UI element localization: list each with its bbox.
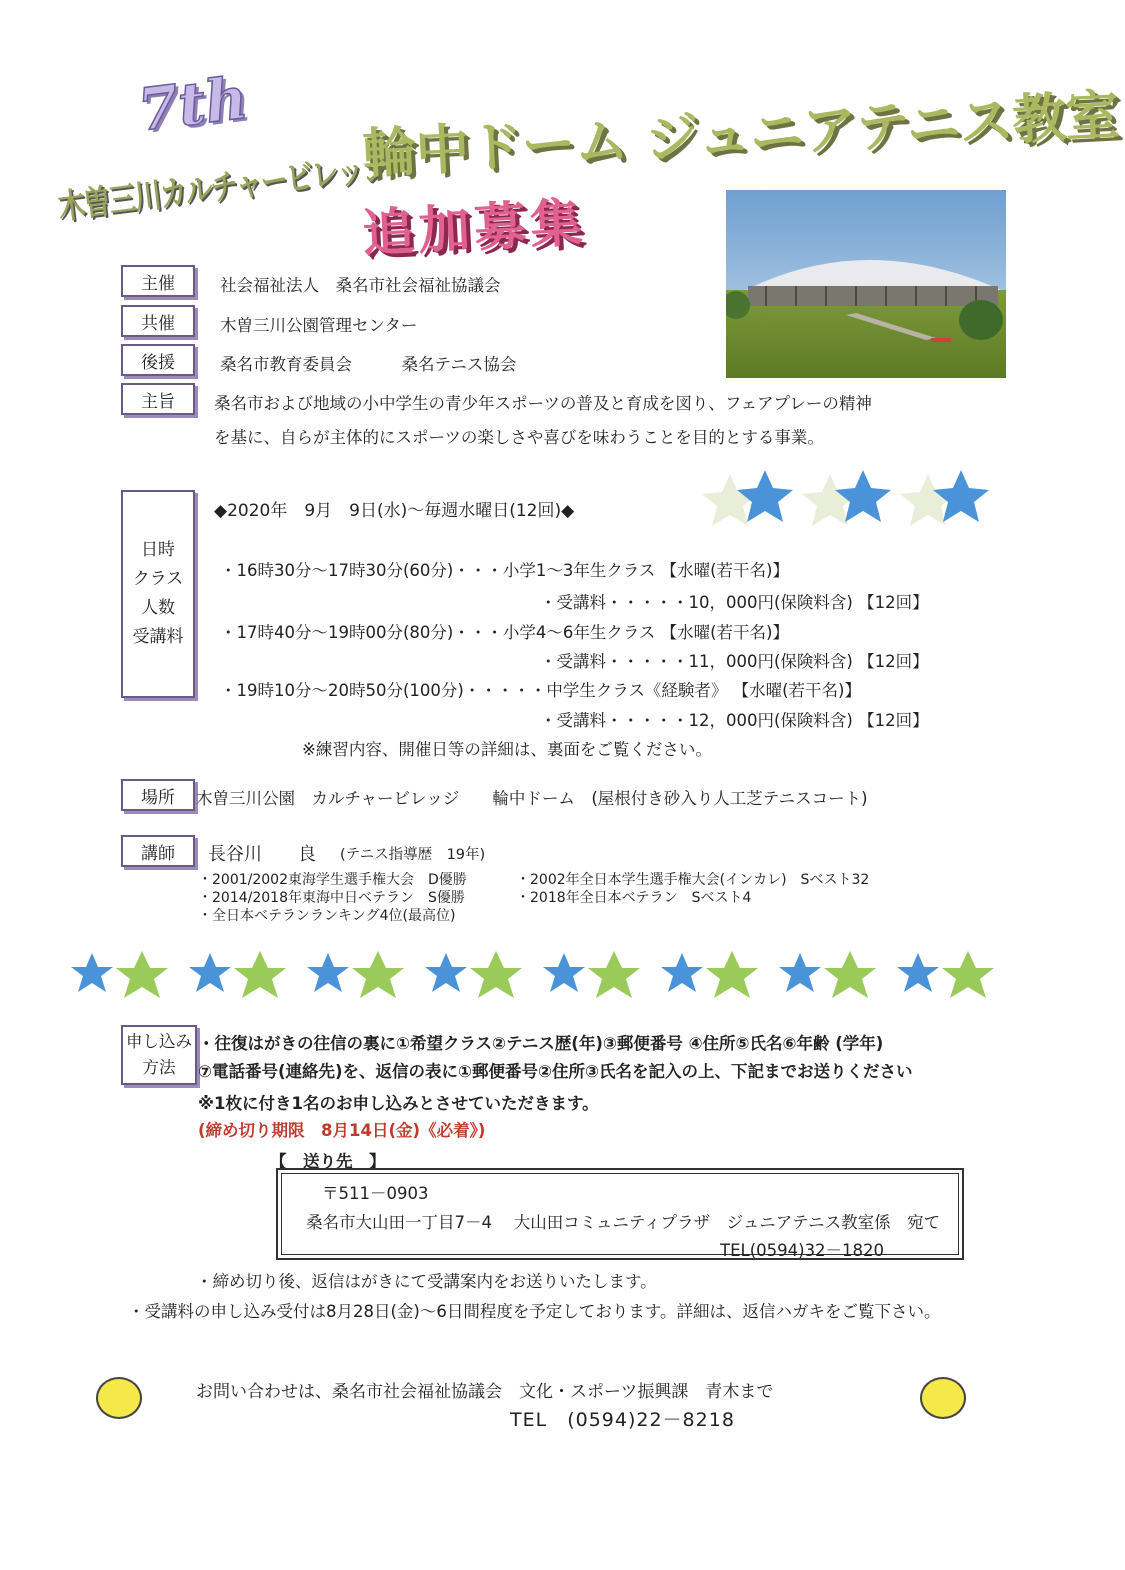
star-blue	[661, 953, 703, 992]
purpose-line-2: を基に、自らが主体的にスポーツの楽しさや喜びを味わうことを目的とする事業。	[214, 428, 824, 447]
page-title: 輪中ドーム ジュニアテニス教室	[361, 83, 1120, 186]
label-apply	[121, 1025, 197, 1085]
coach-years: (テニス指導歴 19年)	[340, 847, 486, 863]
cohost-value: 木曽三川公園管理センター	[220, 316, 418, 335]
star-pair	[307, 951, 404, 998]
address-postal: 〒511－0903	[322, 1184, 429, 1203]
class-1: ・16時30分～17時30分(60分)・・・小学1～3年生クラス 【水曜(若干名)】	[220, 561, 789, 580]
star-green	[942, 951, 994, 998]
star-pair	[543, 951, 640, 998]
label-schedule-class: クラス	[132, 569, 184, 589]
title-7th: 7th	[134, 63, 252, 145]
star-green	[234, 951, 286, 998]
star-blue	[737, 470, 793, 522]
apply-deadline: (締め切り期限 8月14日(金)《必着》)	[198, 1121, 486, 1140]
support-value: 桑名市教育委員会 桑名テニス協会	[220, 355, 517, 374]
coach-career-1: ・2001/2002東海学生選手権大会 D優勝	[198, 872, 467, 888]
title-village: 木曽三川カルチャービレッジ	[55, 147, 391, 228]
star-pair	[661, 951, 758, 998]
star-green	[588, 951, 640, 998]
label-schedule	[121, 490, 195, 698]
label-schedule-fee: 受講料	[132, 627, 184, 647]
coach-career-2: ・2002年全日本学生選手権大会(インカレ) Sベスト32	[516, 872, 870, 888]
fee-2: ・受講料・・・・・11，000円(保険料含) 【12回】	[540, 652, 929, 671]
send-to-label: 【 送り先 】	[270, 1152, 386, 1171]
address-tel: TEL(0594)32－1820	[720, 1241, 885, 1260]
schedule-date: ◆2020年 9月 9日(水)～毎週水曜日(12回)◆	[214, 501, 575, 521]
star-blue	[71, 953, 113, 992]
star-pair	[779, 951, 876, 998]
star-blue	[307, 953, 349, 992]
yellow-dot-left	[96, 1377, 142, 1419]
coach-career-3: ・2014/2018年東海中日ベテラン S優勝	[198, 890, 465, 906]
star-pair	[425, 951, 522, 998]
label-apply-line-1: 申し込み	[126, 1032, 192, 1051]
address-line: 桑名市大山田一丁目7－4 大山田コミュニティプラザ ジュニアテニス教室係 宛て	[306, 1213, 941, 1232]
label-schedule-date: 日時	[141, 540, 175, 560]
apply-line-3: ※1枚に付き1名のお申し込みとさせていただきます。	[198, 1094, 599, 1113]
fee-1: ・受講料・・・・・10，000円(保険料含) 【12回】	[540, 593, 929, 612]
coach-career-4: ・2018年全日本ベテラン Sベスト4	[516, 890, 752, 906]
class-3: ・19時10分～20時50分(100分)・・・・・中学生クラス《経験者》 【水曜(若干名)】	[220, 681, 861, 700]
label-coach: 講師	[121, 835, 195, 867]
purpose-line-1: 桑名市および地域の小中学生の青少年スポーツの普及と育成を図り、フェアプレーの精神	[214, 394, 872, 413]
label-place: 場所	[121, 779, 195, 811]
star-green	[352, 951, 404, 998]
star-blue	[425, 953, 467, 992]
star-pair	[897, 951, 994, 998]
star-row-divider	[70, 948, 1010, 1008]
schedule-note: ※練習内容、開催日等の詳細は、裏面をご覧ください。	[302, 740, 712, 759]
fee-3: ・受講料・・・・・12，000円(保険料含) 【12回】	[540, 711, 929, 730]
label-apply-line-2: 方法	[142, 1058, 176, 1077]
label-purpose: 主旨	[121, 383, 195, 415]
apply-line-1: ・往復はがきの往信の裏に①希望クラス②テニス歴(年)③郵便番号 ④住所⑤氏名⑥年齢 (学年)	[198, 1034, 884, 1053]
contact-line: お問い合わせは、桑名市社会福祉協議会 文化・スポーツ振興課 青木まで	[196, 1382, 774, 1402]
class-2: ・17時40分～19時00分(80分)・・・小学4～6年生クラス 【水曜(若干名)】	[220, 623, 789, 642]
apply-line-2: ⑦電話番号(連絡先)を、返信の表に①郵便番号②住所③氏名を記入の上、下記までお送りください	[198, 1062, 913, 1081]
star-blue	[779, 953, 821, 992]
contact-tel: TEL (0594)22－8218	[510, 1409, 735, 1431]
yellow-dot-right	[920, 1377, 966, 1419]
label-schedule-number: 人数	[141, 598, 175, 618]
label-cohost: 共催	[121, 305, 195, 337]
coach-name: 長谷川 良	[208, 844, 316, 865]
star-green	[116, 951, 168, 998]
organizer-value: 社会福祉法人 桑名市社会福祉協議会	[220, 276, 501, 295]
star-pair	[71, 951, 168, 998]
star-green	[824, 951, 876, 998]
dome-photo-image	[726, 190, 1006, 378]
star-decoration-top	[700, 466, 1000, 536]
apply-after-2: ・受講料の申し込み受付は8月28日(金)～6日間程度を予定しております。詳細は、返信ハガキをご覧下さい。	[128, 1302, 941, 1321]
star-green	[706, 951, 758, 998]
title-additional-recruit: 追加募集	[360, 193, 588, 265]
label-organizer: 主催	[121, 265, 195, 297]
star-pair	[189, 951, 286, 998]
label-support: 後援	[121, 344, 195, 376]
star-blue	[543, 953, 585, 992]
star-blue	[189, 953, 231, 992]
dome-photo	[726, 190, 1006, 378]
place-value: 木曽三川公園 カルチャービレッジ 輪中ドーム (屋根付き砂入り人工芝テニスコート)	[196, 789, 868, 808]
star-blue	[897, 953, 939, 992]
star-green	[470, 951, 522, 998]
apply-after-1: ・締め切り後、返信はがきにて受講案内をお送りいたします。	[196, 1272, 657, 1291]
coach-career-5: ・全日本ベテランランキング4位(最高位)	[198, 908, 456, 924]
